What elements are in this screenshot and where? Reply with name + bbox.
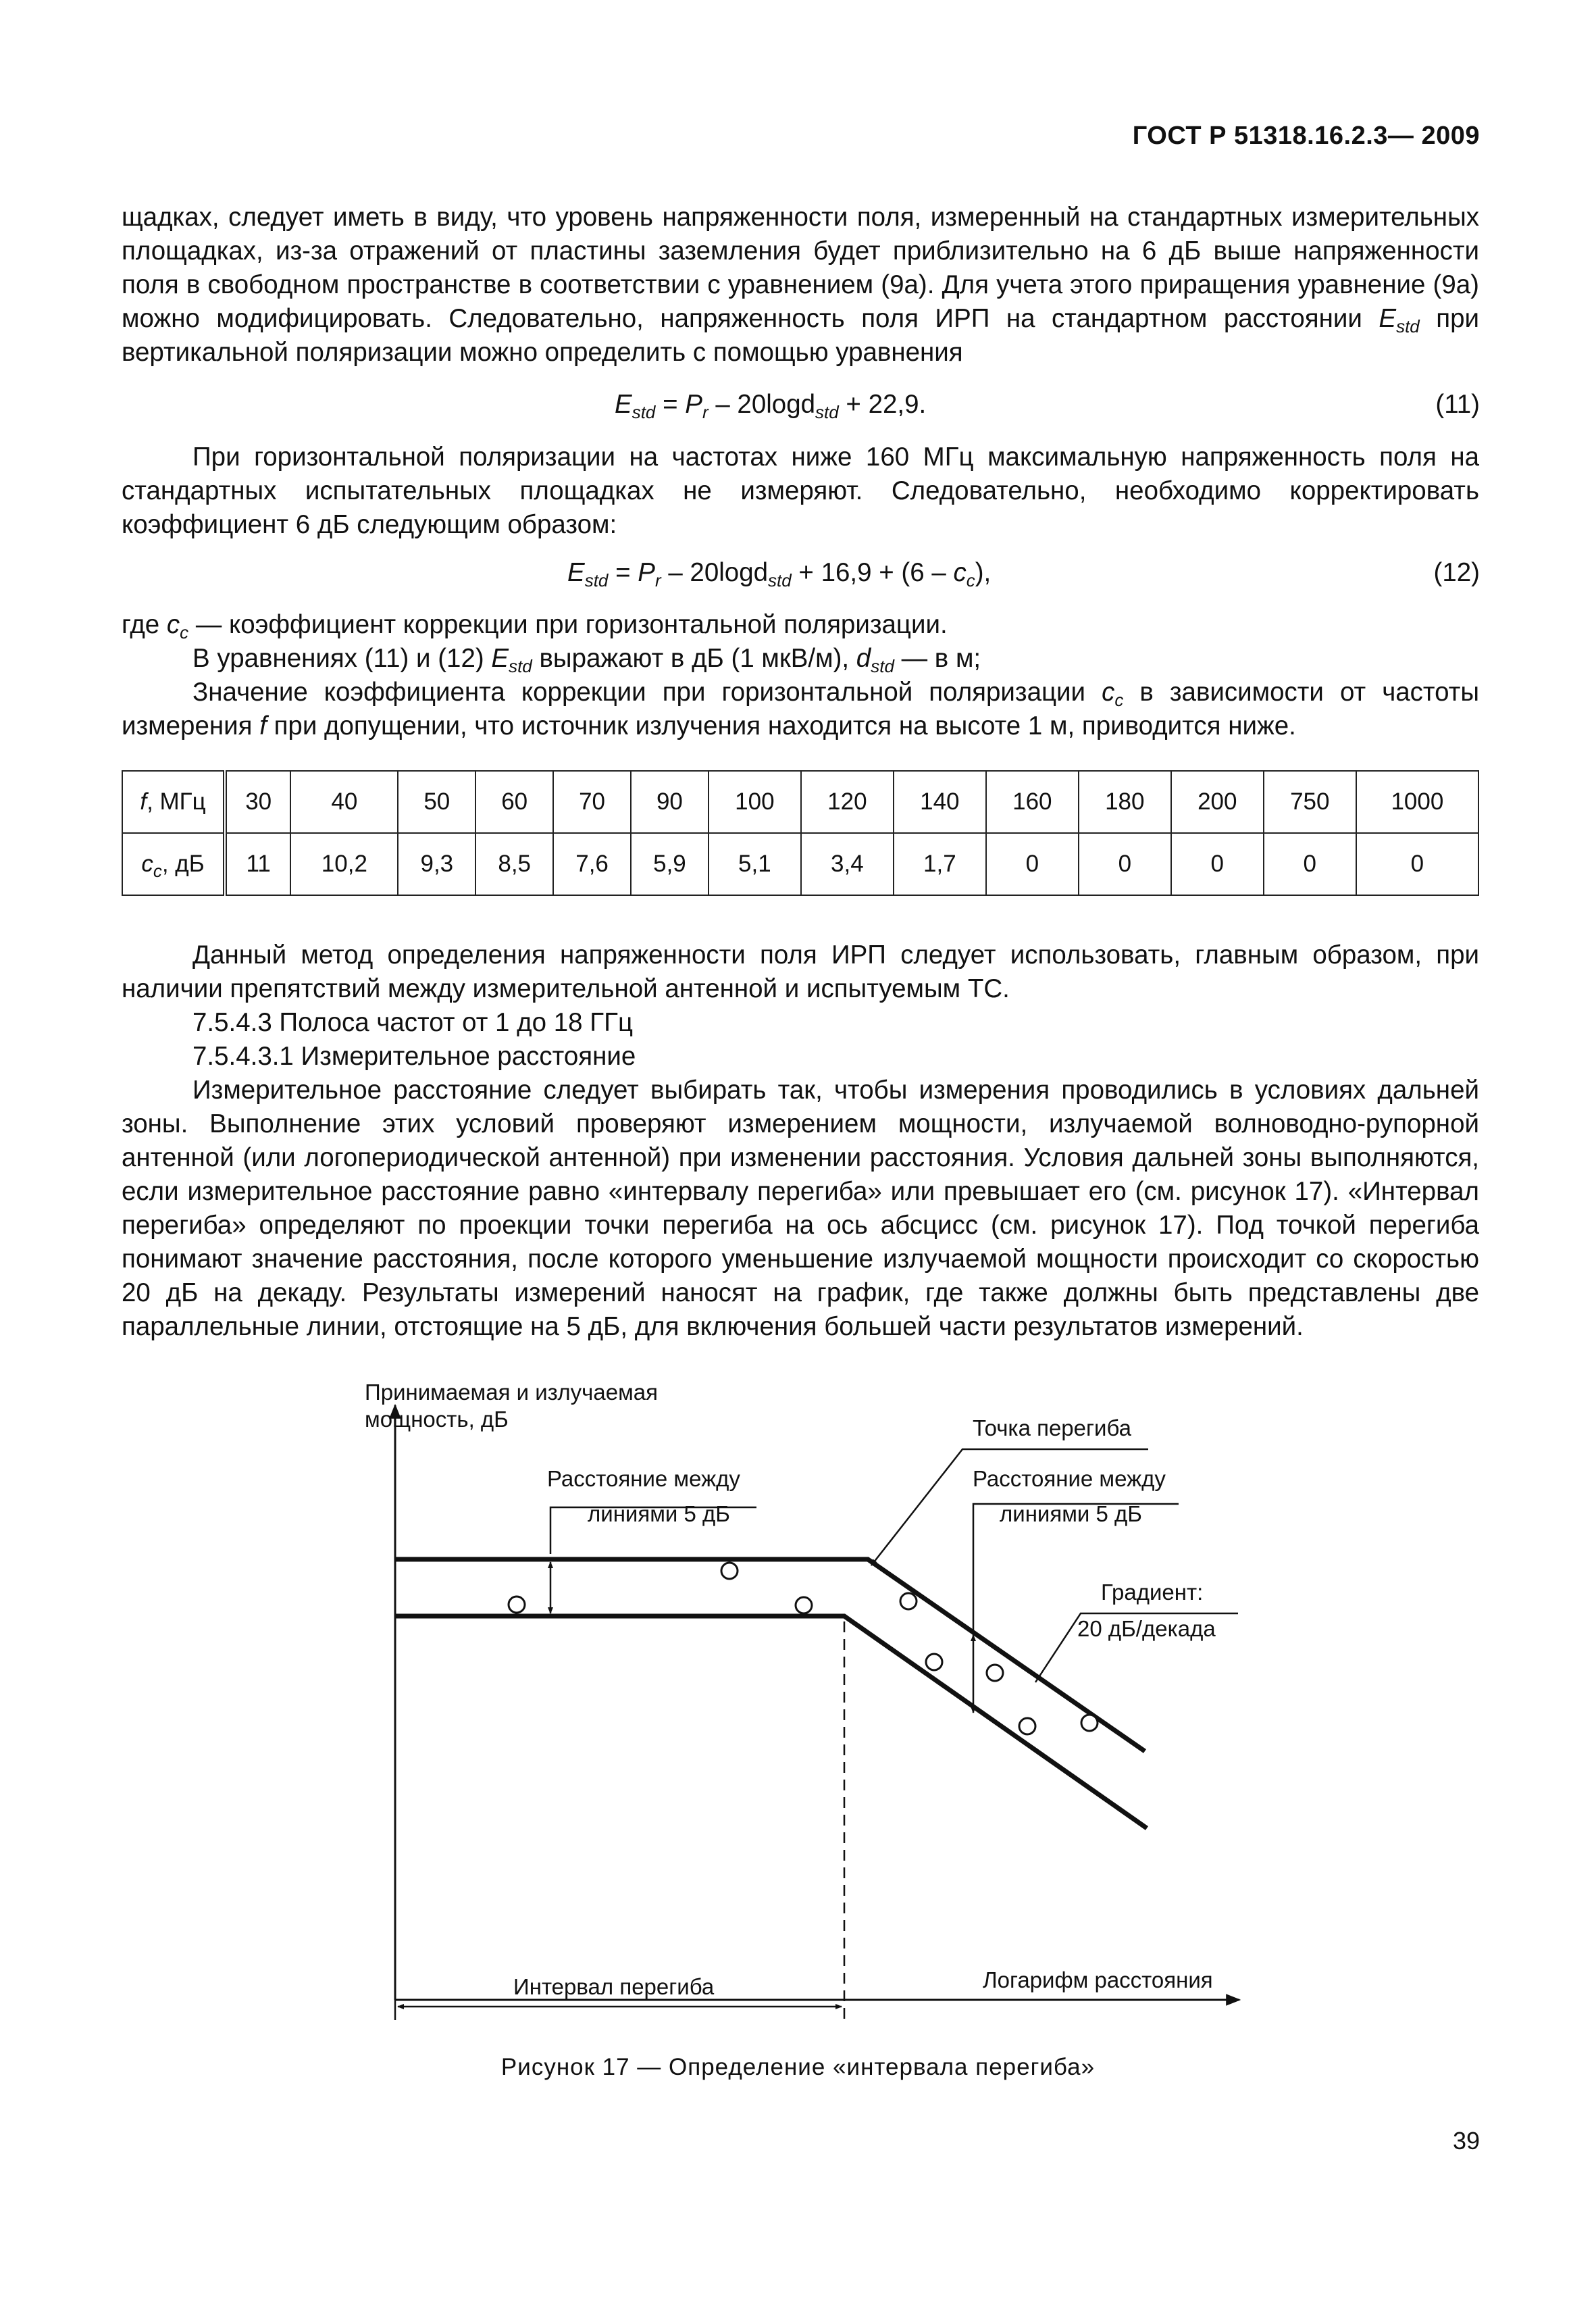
p5-a: Значение коэффициента коррекции при горизонтальной поляризации <box>192 678 1102 707</box>
p4-d: d <box>856 644 871 673</box>
data-point <box>509 1596 525 1613</box>
cc-cell: 5,1 <box>709 833 801 895</box>
paragraph-1-tail: при вертикальной поляризации можно определить с помощью уравнения <box>122 304 1479 367</box>
inflection-label: Точка перегиба <box>973 1415 1131 1440</box>
cc-cell: 0 <box>1171 833 1264 895</box>
data-point <box>987 1665 1003 1681</box>
gradient-label-1: Градиент: <box>1101 1580 1204 1605</box>
equation-12-number: (12) <box>1433 558 1480 587</box>
eq11-d-sub: std <box>815 402 839 422</box>
eq11-tail: + 22,9. <box>838 390 927 419</box>
p4-b: выражают в дБ (1 мкВ/м), <box>532 644 856 673</box>
freq-cell: 120 <box>801 771 894 833</box>
data-point <box>900 1593 917 1609</box>
p4-a: В уравнениях (11) и (12) <box>192 644 492 673</box>
spacing-left-label-1: Расстояние между <box>547 1466 740 1491</box>
freq-cell: 90 <box>631 771 709 833</box>
label-c-sub: c <box>153 861 162 881</box>
label-f-unit: , МГц <box>147 788 206 815</box>
gradient-label-2: 20 дБ/декада <box>1077 1616 1216 1641</box>
p3-c: c <box>166 610 180 639</box>
eq12-e: E <box>567 558 585 587</box>
p3-a: где <box>122 610 167 639</box>
spacing-left-label-2: линиями 5 дБ <box>588 1501 730 1526</box>
cc-cell: 0 <box>1356 833 1478 895</box>
eq11-log: – 20logd <box>708 390 816 419</box>
p5-c: c <box>1102 678 1115 707</box>
eq12-log: – 20logd <box>661 558 769 587</box>
eq11-e: E <box>615 390 632 419</box>
p4-c: — в м; <box>894 644 981 673</box>
p5-tail: при допущении, что источник излучения находится на высоте 1 м, приводится ниже. <box>266 711 1296 740</box>
p5-f: f <box>259 711 267 740</box>
eq12-p: P <box>638 558 655 587</box>
cc-cell: 0 <box>1079 833 1171 895</box>
label-c: c <box>141 851 153 877</box>
freq-cell: 30 <box>225 771 290 833</box>
freq-cell: 200 <box>1171 771 1264 833</box>
section-7-5-4-3-1: 7.5.4.3.1 Измерительное расстояние <box>192 1042 636 1071</box>
data-point <box>1019 1718 1035 1734</box>
cc-cell: 9,3 <box>398 833 475 895</box>
cc-cell: 0 <box>1264 833 1356 895</box>
eq12-c: c <box>953 558 967 587</box>
eq11-p: P <box>685 390 702 419</box>
p4-d-sub: std <box>871 656 894 676</box>
subscript-std: std <box>1396 316 1420 336</box>
freq-cell: 60 <box>475 771 553 833</box>
freq-cell: 160 <box>986 771 1079 833</box>
cc-cell: 1,7 <box>894 833 986 895</box>
spacing-right-label-1: Расстояние между <box>973 1466 1166 1491</box>
cc-cell: 8,5 <box>475 833 553 895</box>
cc-cell: 10,2 <box>290 833 398 895</box>
page-number: 39 <box>1452 2127 1480 2155</box>
cc-cell: 11 <box>225 833 290 895</box>
data-point <box>796 1597 812 1613</box>
y-axis-label-1: Принимаемая и излучаемая <box>365 1380 658 1405</box>
paragraph-2-text: При горизонтальной поляризации на частотах ниже 160 МГц максимальную напряженность поля на стандартных испытательных площадках не измеряют. Следовательно, необходимо корректировать коэффициент 6 дБ следующим образом: <box>122 443 1479 539</box>
interval-label: Интервал перегиба <box>513 1974 715 1999</box>
eq11-e-sub: std <box>632 402 656 422</box>
p3-c-sub: c <box>180 622 189 643</box>
eq12-p-sub: r <box>654 570 661 590</box>
eq12-e-sub: std <box>584 570 609 590</box>
cc-cell: 7,6 <box>553 833 631 895</box>
spacing-right-label-2: линиями 5 дБ <box>1000 1501 1142 1526</box>
paragraph-9: Измерительное расстояние следует выбирать так, чтобы измерения проводились в условиях дальней зоны. Выполнение этих условий проверяют измерением мощности, излучаемой волноводно-рупорной антенной (или логопериодической антенной) при изменении расстояния. Условия дальней зоны выполняются, если измерительное расстояние равно «интервалу перегиба» или превышает его (см. рисунок 17). «Интервал перегиба» определяют по проекции точки перегиба на ось абсцисс (см. рисунок 17). Под точкой перегиба понимают значение расстояния, после которого уменьшение излучаемой мощности происходит со скоростью 20 дБ на декаду. Результаты измерений наносят на график, где также должны быть представлены две параллельные линии, отстоящие на 5 дБ, для включения большей части результатов измерений. <box>122 1076 1479 1341</box>
label-c-unit: , дБ <box>161 851 205 877</box>
freq-cell: 40 <box>290 771 398 833</box>
cc-cell: 3,4 <box>801 833 894 895</box>
equation-11-number: (11) <box>1435 390 1480 419</box>
x-axis-label: Логарифм расстояния <box>983 1967 1213 1992</box>
cc-cell: 0 <box>986 833 1079 895</box>
freq-cell: 50 <box>398 771 475 833</box>
eq12-c-sub: c <box>966 570 975 590</box>
eq12-d-sub: std <box>768 570 792 590</box>
p3-b: — коэффициент коррекции при горизонтальной поляризации. <box>188 610 948 639</box>
freq-cell: 1000 <box>1356 771 1478 833</box>
freq-cell: 100 <box>709 771 801 833</box>
cc-cell: 5,9 <box>631 833 709 895</box>
p5-c-sub: c <box>1114 690 1124 710</box>
eq11-p-sub: r <box>702 402 709 422</box>
y-axis-label-2: мощность, дБ <box>365 1407 509 1432</box>
label-f: f <box>140 788 147 815</box>
document-header: ГОСТ Р 51318.16.2.3— 2009 <box>1132 122 1480 150</box>
data-point <box>721 1563 738 1579</box>
p4-e: E <box>491 644 509 673</box>
data-point <box>926 1654 942 1670</box>
symbol-e: E <box>1379 304 1397 333</box>
freq-cell: 180 <box>1079 771 1171 833</box>
figure-caption: Рисунок 17 — Определение «интервала перегиба» <box>500 2054 1096 2080</box>
freq-cell: 140 <box>894 771 986 833</box>
section-7-5-4-3: 7.5.4.3 Полоса частот от 1 до 18 ГГц <box>192 1008 633 1037</box>
freq-cell: 70 <box>553 771 631 833</box>
p4-e-sub: std <box>509 656 532 676</box>
freq-cell: 750 <box>1264 771 1356 833</box>
eq11-equals: = <box>655 390 686 419</box>
eq12-tail-2: ), <box>975 558 992 587</box>
data-point <box>1081 1715 1098 1731</box>
paragraph-6: Данный метод определения напряженности поля ИРП следует использовать, главным образом, при наличии препятствий между измерительной антенной и испытуемым ТС. <box>122 940 1479 1003</box>
paragraph-1-text: щадках, следует иметь в виду, что уровень напряженности поля, измеренный на стандартных измерительных площадках, из-за отражений от пластины заземления будет приблизительно на 6 дБ выше напряженности поля в свободном пространстве в соответствии с уравнением (9а). Для учета этого приращения уравнение (9а) можно модифицировать. Следовательно, напряженность поля ИРП на стандартном расстоянии <box>122 203 1479 333</box>
eq12-tail-1: + 16,9 + (6 – <box>791 558 954 587</box>
eq12-equals: = <box>608 558 638 587</box>
p5-b: в зависимости от частоты измерения <box>122 678 1480 740</box>
